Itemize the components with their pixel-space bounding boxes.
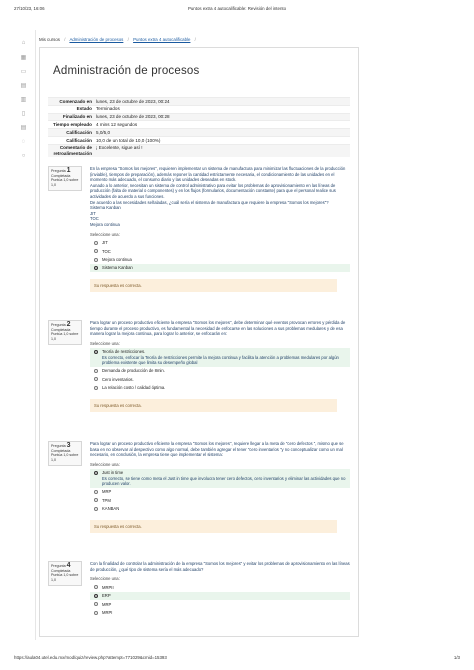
question-status: Completada (51, 173, 71, 178)
question-score: Puntúa 1,0 sobre 1,0 (51, 178, 79, 187)
book-icon[interactable]: ▥ (20, 97, 27, 103)
answer-option[interactable] (90, 504, 350, 512)
question-status: Completada (51, 327, 71, 332)
breadcrumb-separator: / (64, 37, 66, 42)
answer-option[interactable] (90, 488, 350, 496)
option-label: Just in time (102, 470, 124, 476)
answer-option[interactable] (90, 383, 350, 391)
radio-button-selected[interactable] (94, 350, 98, 354)
question-number: 2 (66, 321, 71, 328)
breadcrumb (39, 37, 199, 42)
question-body (90, 561, 350, 617)
option-label: KANBAN (102, 505, 120, 511)
option-label: MRPII (102, 584, 114, 590)
radio-button[interactable] (94, 602, 98, 606)
print-footer (14, 655, 460, 663)
radio-button[interactable] (94, 611, 98, 615)
summary-value: lunes, 23 de octubre de 2023, 00:24 (96, 98, 170, 104)
answer-option[interactable] (90, 496, 350, 504)
radio-button-selected[interactable] (94, 471, 98, 475)
summary-value: 10,0 de un total de 10,0 (100%) (96, 137, 161, 143)
question-body (90, 166, 350, 292)
summary-value: ¡ Excelente, sigue así ! (96, 145, 143, 151)
option-label: Mejora continua (102, 256, 132, 262)
option-label: Cero inventarios. (102, 376, 134, 382)
page-title: Administración de procesos (53, 65, 200, 77)
answer-option[interactable] (90, 375, 350, 383)
dashboard-icon[interactable]: ▦ (20, 55, 27, 61)
question-info (48, 441, 82, 466)
option-label: La relación costo / calidad óptima. (102, 384, 166, 390)
globe-icon[interactable]: ○ (21, 153, 26, 159)
document-icon[interactable]: ▯ (21, 111, 26, 117)
summary-row (48, 120, 350, 128)
chat-icon[interactable]: ◌ (21, 139, 26, 145)
option-label: MRP (102, 601, 112, 607)
answer-feedback: Su respuesta es correcta. (90, 399, 337, 412)
question-body (90, 320, 350, 412)
option-label: Teoría de restricciones. (102, 349, 146, 355)
summary-label: Calificación (66, 137, 92, 143)
answer-option[interactable] (90, 247, 350, 255)
print-url: https://aula04.utel.edu.mx/mod/quiz/review.php?attempt=771029&cmid=15393 (14, 655, 167, 660)
answer-options (90, 583, 350, 617)
select-one-label: Seleccione una: (90, 576, 120, 582)
radio-button[interactable] (94, 498, 98, 502)
question-score: Puntúa 1,0 sobre 1,0 (51, 332, 79, 341)
grades-icon[interactable]: ▤ (20, 125, 27, 131)
summary-label: Tiempo empleado (53, 121, 92, 127)
answer-options (90, 348, 350, 392)
answer-option[interactable] (90, 608, 350, 616)
summary-value: Terminados (96, 106, 120, 112)
answer-option-selected[interactable] (90, 348, 350, 367)
question-paragraph: De acuerdo a las necesidades señaladas, ¿cuál sería el sistema de manufactura que requiere la empresa "Somos los mejores"? (90, 199, 329, 205)
question-text (90, 561, 350, 572)
answer-feedback: Su respuesta es correcta. (90, 520, 337, 533)
breadcrumb-separator: / (127, 37, 129, 42)
question-info (48, 166, 82, 191)
question-number: 4 (66, 562, 71, 569)
summary-row (48, 113, 350, 121)
print-title: Puntos extra 4 autocalificable: Revisión del intento (187, 6, 287, 11)
radio-button-selected[interactable] (94, 594, 98, 598)
answer-option[interactable] (90, 239, 350, 247)
question-paragraph: Para lograr un proceso productivo eficiente la empresa "Somos los mejores", debe determinar qué eventos provocan errores y pérdida de tiempo durante el proceso productivo, es fundamental la necesidad de enfocarse en las soluciones a sus problemas medulares y de esa manera lograr la mejora continua, para lograr lo anterior, se enfocarán en: (90, 320, 346, 337)
option-label: MRPI (102, 609, 113, 615)
summary-label: Calificación (66, 129, 92, 135)
radio-button[interactable] (94, 369, 98, 373)
print-header (14, 6, 460, 14)
calendar-icon[interactable]: ▭ (20, 69, 27, 75)
option-label: TOC (102, 248, 111, 254)
question-paragraph: En la empresa "Somos los mejores", requieren implementar un sistema de manufactura para minimizar las fluctuaciones de la producción (inviable), tiempos de preparación), además reponer la cantidad estrictamente necesaria, el condicionamiento de las unidades en el momento más adecuado, el consumo diario y las unidades deseadas en stock. (90, 166, 346, 183)
summary-row (48, 97, 350, 105)
question-prefix: Pregunta (51, 444, 66, 448)
breadcrumb-separator: / (194, 37, 196, 42)
answer-option[interactable] (90, 600, 350, 608)
summary-label: Finalizado en (62, 114, 92, 120)
content-card (39, 47, 359, 637)
answer-option[interactable] (90, 367, 350, 375)
radio-button[interactable] (94, 249, 98, 253)
question-text (90, 320, 350, 337)
summary-row (48, 105, 350, 113)
breadcrumb-course[interactable]: Administración de procesos (69, 37, 124, 42)
summary-row (48, 144, 350, 157)
radio-button[interactable] (94, 377, 98, 381)
question-info (48, 561, 82, 586)
print-page-number: 1/3 (453, 655, 460, 660)
question-body (90, 441, 350, 533)
question-number: 1 (66, 167, 71, 174)
question-score: Puntúa 1,0 sobre 1,0 (51, 453, 79, 462)
radio-button[interactable] (94, 490, 98, 494)
breadcrumb-my-courses[interactable]: Mis cursos (39, 37, 60, 42)
select-one-label: Seleccione una: (90, 231, 120, 237)
print-date: 27/10/23, 16:06 (14, 6, 45, 11)
question-info (48, 320, 82, 345)
option-label: MRP (102, 489, 112, 495)
answer-option-selected[interactable] (90, 469, 350, 488)
sidebar-rail (14, 30, 36, 640)
question-paragraph: TOC (90, 216, 99, 222)
question-paragraph: Para lograr un proceso productivo eficiente la empresa "Somos los mejores", requiere llegar a la meta de "cero defectos ", mismo que se basa en no observar al despectivo como algo normal, debe también agregar el tener "cero inventarios "y no conceptualizar como un mal necesario, en conclusión, la empresa tiene que implementar el sistema: (90, 441, 344, 458)
summary-value: lunes, 23 de octubre de 2023, 00:28 (96, 114, 170, 120)
radio-button[interactable] (94, 386, 98, 390)
question-paragraph: Sistema Kanban (90, 205, 121, 211)
radio-button[interactable] (94, 258, 98, 262)
answer-feedback: Su respuesta es correcta. (90, 279, 337, 292)
question-paragraph: Mejora continua (90, 221, 120, 227)
question-number: 3 (66, 442, 71, 449)
question-status: Completada (51, 448, 71, 453)
summary-label: Estado (76, 106, 92, 112)
answer-option-selected[interactable] (90, 592, 350, 600)
radio-button[interactable] (94, 585, 98, 589)
option-label: Demanda de producción de 8min. (102, 368, 165, 374)
summary-label: Comentario de retroalimentación (53, 145, 92, 156)
option-label: TPM (102, 497, 111, 503)
answer-option-selected[interactable] (90, 264, 350, 272)
option-feedback: Es correcto, enfocar la Teoría de restricciones permite la mejora continua y facilita la atención a problemas medulares por algún problema existente que limita su desempeño global (102, 354, 339, 365)
folder-icon[interactable]: ▤ (20, 83, 27, 89)
summary-row (48, 128, 350, 136)
breadcrumb-quiz[interactable]: Puntos extra 4 autocalificable (133, 37, 191, 42)
answer-option[interactable] (90, 255, 350, 263)
question-status: Completada (51, 568, 71, 573)
option-label: ERP (102, 593, 111, 599)
question-text (90, 441, 350, 458)
option-label: Sistema Kanban (102, 265, 133, 271)
radio-button[interactable] (94, 507, 98, 511)
summary-label: Comenzado en (59, 98, 92, 104)
question-prefix: Pregunta (51, 564, 66, 568)
radio-button[interactable] (94, 241, 98, 245)
answer-options (90, 469, 350, 513)
select-one-label: Seleccione una: (90, 340, 120, 346)
answer-options (90, 239, 350, 273)
summary-value: 5,0/5,0 (96, 129, 111, 135)
question-score: Puntúa 1,0 sobre 1,0 (51, 573, 79, 582)
home-icon[interactable]: ⌂ (21, 40, 26, 46)
summary-row (48, 136, 350, 144)
question-paragraph: JIT (90, 210, 96, 216)
question-paragraph: Con la finalidad de controlar la administración de la empresa "Somos los mejores" y evitar los problemas de aprovisionamiento en las líneas de producción, ¿qué tipo de sistema sería el más adecuado? (90, 561, 350, 572)
summary-value: 4 mins 12 segundos (96, 121, 138, 127)
question-text (90, 166, 350, 228)
attempt-summary-table (48, 97, 350, 157)
question-prefix: Pregunta (51, 323, 66, 327)
radio-button-selected[interactable] (94, 266, 98, 270)
select-one-label: Seleccione una: (90, 461, 120, 467)
option-label: JIT (102, 240, 108, 246)
question-paragraph: Aunado a lo anterior, necesitan un sistema de control administrativo para evitar los problemas de aprovisionamiento en las líneas de producción (falta de material o componentes) y en los flujos (formularios, documentación constante) para que el personal realice sus actividades de acuerdo a sus funciones. (90, 182, 336, 199)
question-prefix: Pregunta (51, 169, 66, 173)
option-feedback: Es correcto, se tiene como meta el Just in time que involucra tener cero defectos, cero inventarios y eliminar las actividades que no producen valor. (102, 475, 346, 486)
answer-option[interactable] (90, 583, 350, 591)
